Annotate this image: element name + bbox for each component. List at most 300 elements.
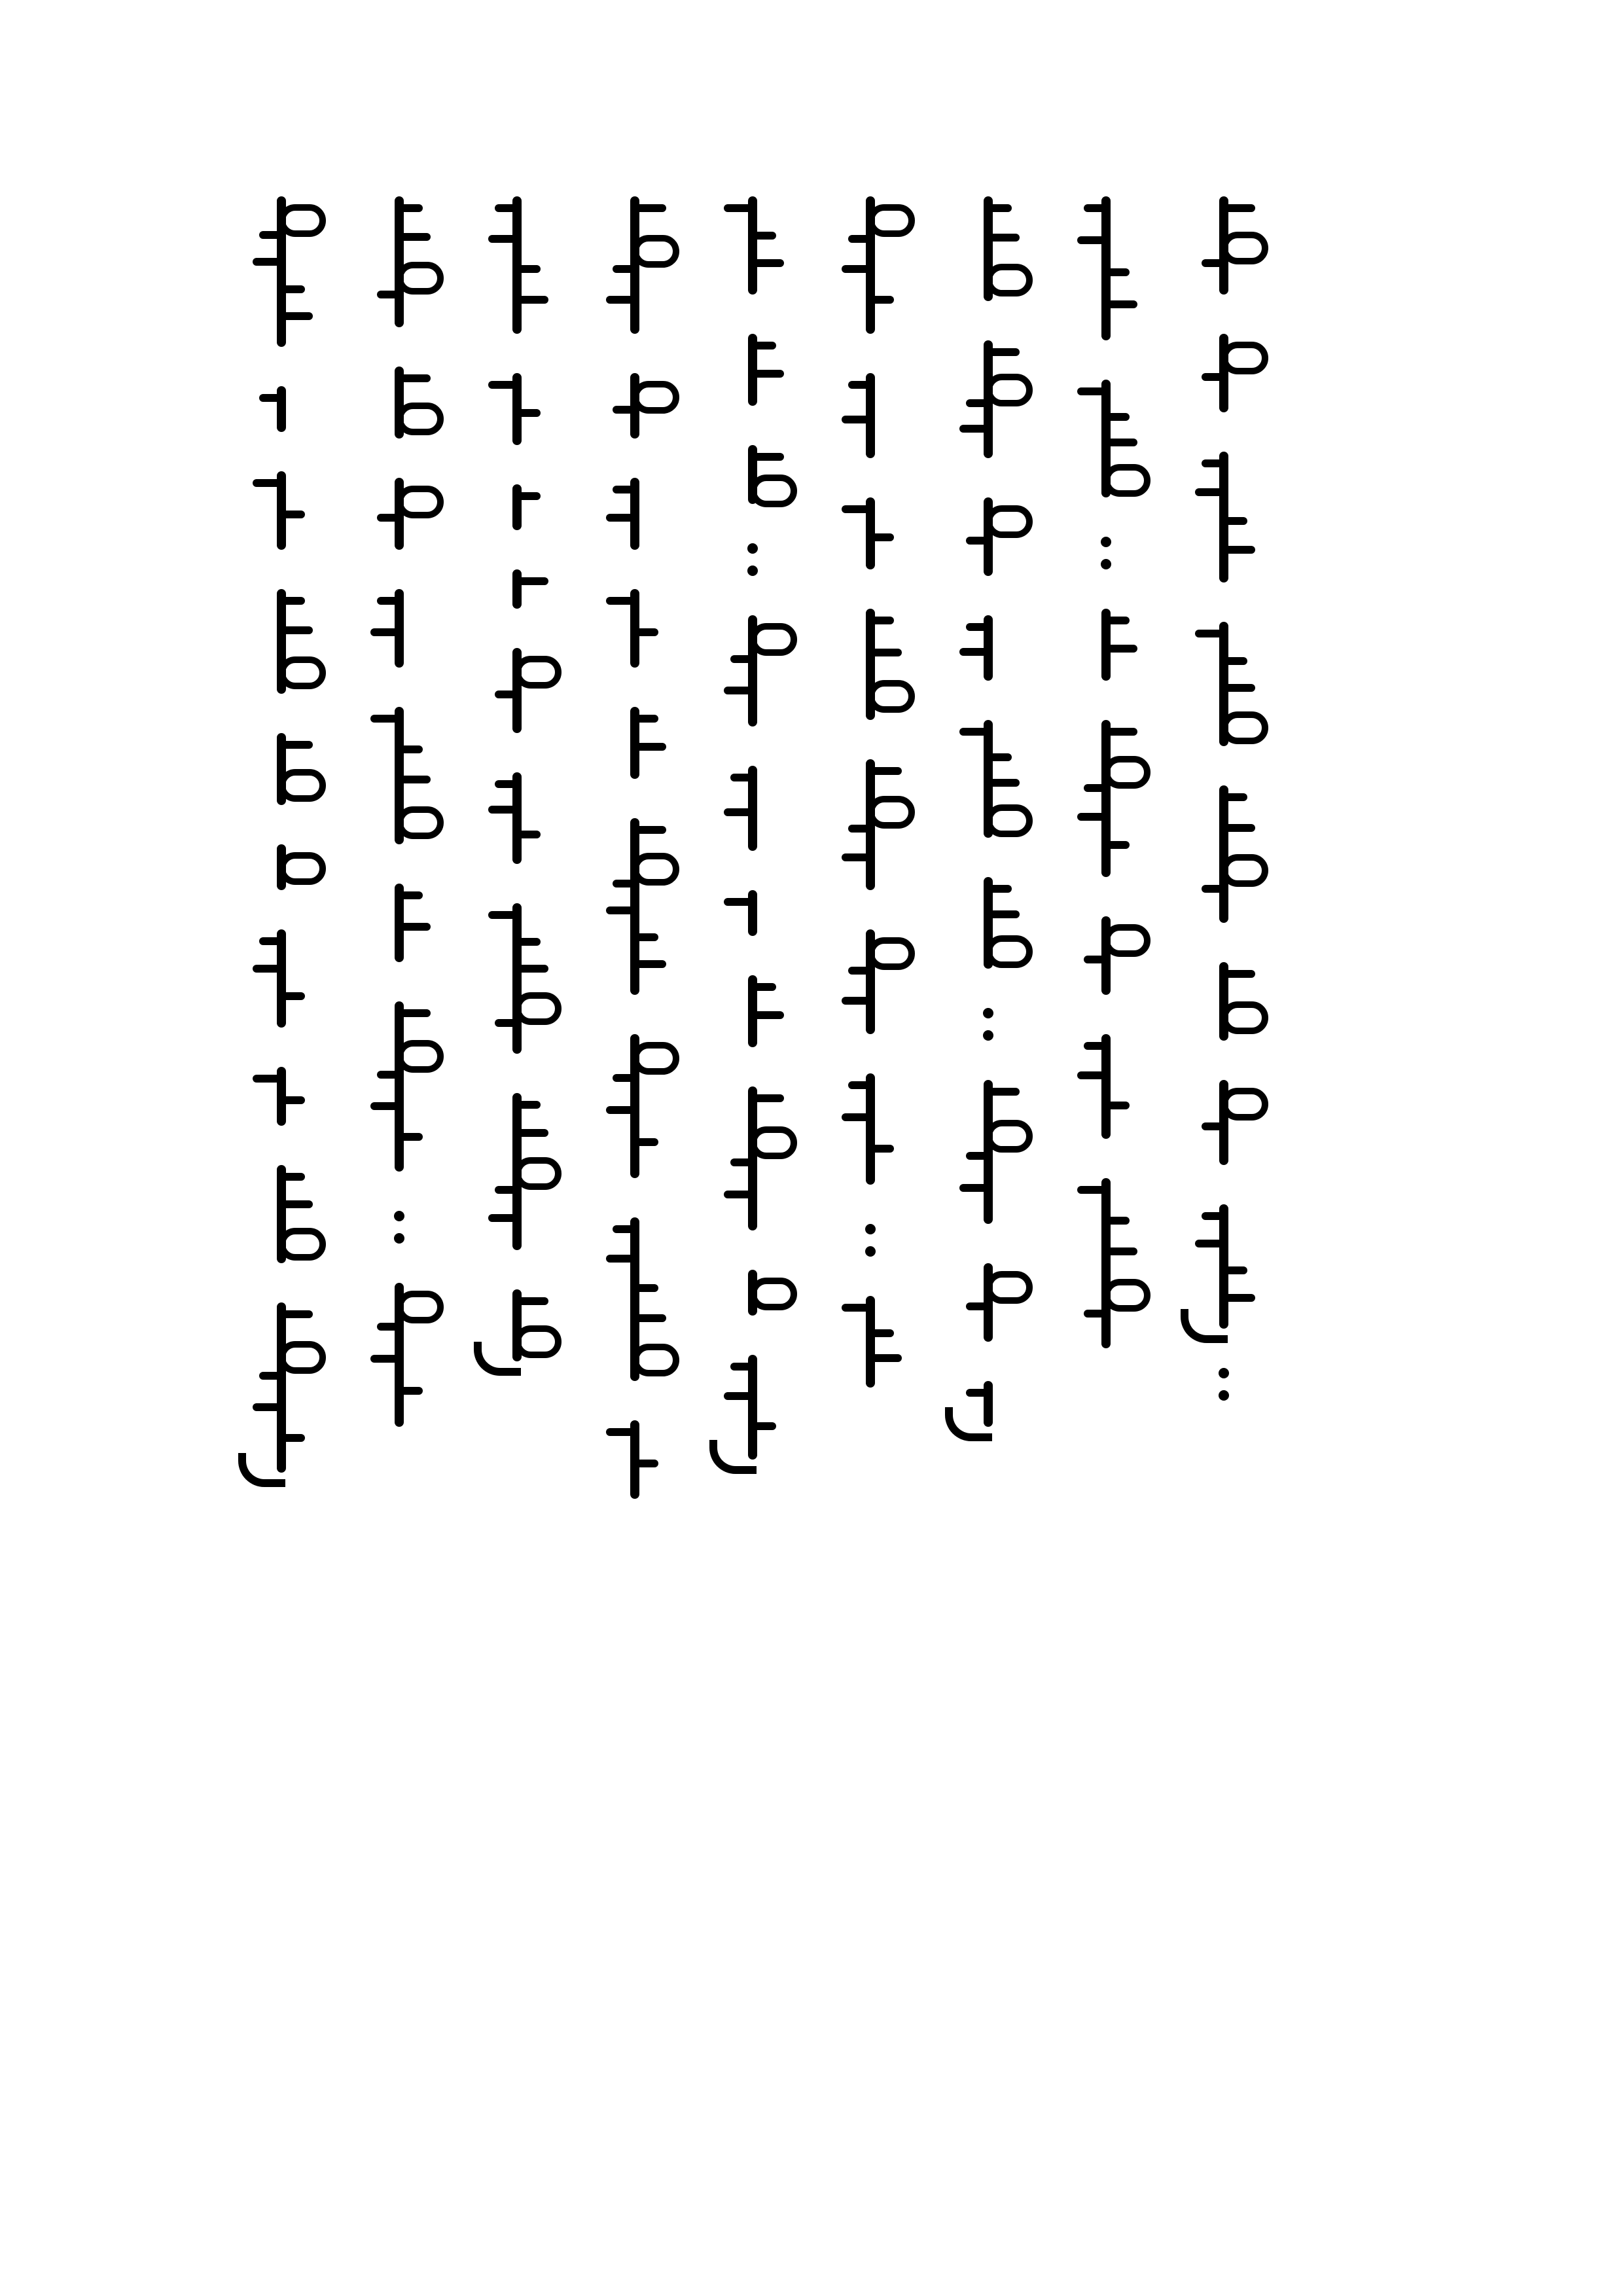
glyph-stroke [966,1389,988,1397]
glyph-stroke [397,262,444,295]
glyph-stroke [613,880,635,888]
glyph-stroke [848,825,870,833]
glyph-stroke [632,381,679,414]
glyph-stroke [966,1302,988,1310]
glyph-stroke [488,911,517,919]
glyph-stroke [1106,728,1137,736]
glyph-stroke [753,983,776,991]
glyph-stroke [238,1453,285,1487]
glyph-stroke [259,231,281,239]
glyph-stroke [988,885,1012,893]
glyph-stroke [1106,300,1137,308]
glyph-stroke [606,906,635,914]
glyph-stroke [842,1304,870,1312]
glyph-stroke [606,1106,635,1114]
script-word [630,589,639,668]
script-word [395,884,404,962]
script-word [395,478,404,550]
glyph-stroke [517,296,548,304]
glyph-stroke [1106,413,1130,421]
glyph-stroke [606,296,635,304]
text-column-2 [363,196,435,1427]
glyph-stroke [986,264,1033,296]
glyph-stroke [1077,236,1106,244]
glyph-stroke [750,475,797,507]
glyph-stroke [370,1355,399,1363]
glyph-stroke [635,960,666,968]
glyph-stroke [517,1129,548,1137]
glyph-stroke [966,623,988,631]
script-word [630,707,639,779]
glyph-stroke [966,399,988,407]
script-word [866,759,875,890]
glyph-stroke [842,997,870,1005]
glyph-stroke [613,486,635,493]
glyph-stroke [613,1074,635,1082]
glyph-stroke [495,691,517,698]
script-word [1219,334,1228,412]
glyph-stroke [281,992,305,1000]
script-word [1219,1080,1228,1165]
glyph-stroke [517,1297,548,1305]
script-word [866,609,875,720]
script-word [277,1302,286,1473]
glyph-stroke [514,992,562,1025]
glyph-stroke [1084,1042,1106,1050]
script-word [395,589,404,668]
glyph-stroke [517,938,541,946]
glyph-stroke [253,1403,281,1411]
glyph-stroke [370,1102,399,1110]
glyph-stroke [988,234,1020,242]
glyph-stroke [259,394,281,402]
glyph-stroke [753,232,776,240]
glyph-stroke [517,577,548,585]
glyph-stroke [959,728,988,736]
glyph-stroke [750,1126,797,1159]
glyph-stroke [635,1284,658,1292]
glyph-stroke [517,409,541,417]
script-word [984,196,993,301]
glyph-stroke [488,1214,517,1222]
script-word [984,877,993,969]
glyph-stroke [370,628,399,636]
glyph-stroke [988,910,1020,918]
glyph-stroke [377,291,399,298]
script-word [866,1296,875,1388]
glyph-stroke [281,285,305,293]
glyph-stroke [1106,1247,1137,1255]
glyph-stroke [399,233,431,241]
punctuation-mark [983,1008,993,1041]
glyph-stroke [730,1363,753,1371]
glyph-stroke [988,779,1020,787]
glyph-stroke [281,1096,305,1104]
script-word [866,497,875,569]
glyph-stroke [399,745,423,753]
glyph-stroke [1084,956,1106,963]
script-word [1219,1204,1228,1329]
glyph-stroke [253,1075,281,1083]
glyph-stroke [281,1173,305,1181]
script-word [748,334,757,406]
glyph-stroke [753,1011,784,1019]
glyph-stroke [1195,630,1224,637]
glyph-stroke [488,235,517,243]
script-word [512,648,522,733]
glyph-stroke [753,370,784,378]
script-word [512,569,522,609]
script-word [277,733,286,805]
script-word [984,497,993,576]
glyph-stroke [281,1310,313,1318]
glyph-stroke [606,597,635,605]
glyph-stroke [1202,1122,1224,1130]
script-word [630,818,639,995]
script-word [277,1067,286,1126]
glyph-stroke [514,656,562,689]
glyph-stroke [1224,517,1247,525]
glyph-stroke [1195,1240,1224,1247]
glyph-stroke [517,265,541,273]
script-word [1101,1034,1111,1139]
glyph-stroke [1202,373,1224,381]
text-column-8 [1070,196,1142,1348]
glyph-stroke [1224,546,1255,554]
glyph-stroke [488,381,517,389]
glyph-stroke [724,687,753,694]
glyph-stroke [966,537,988,545]
glyph-stroke [870,617,894,624]
punctuation-mark [865,1224,876,1257]
script-word [748,975,757,1047]
script-word [630,196,639,334]
text-column-6 [834,196,906,1388]
script-word [512,484,522,530]
glyph-stroke [842,416,870,423]
glyph-stroke [1221,711,1268,744]
script-word [984,1381,993,1427]
glyph-stroke [635,1314,666,1322]
script-word [748,766,757,851]
glyph-stroke [281,1434,305,1442]
script-word [277,844,286,890]
script-word [512,1289,522,1361]
glyph-stroke [1077,813,1106,821]
punctuation-mark [1101,537,1111,569]
text-column-4 [599,196,671,1499]
punctuation-mark [1219,1368,1229,1401]
script-word [748,445,757,504]
glyph-stroke [870,767,902,775]
glyph-stroke [870,296,894,304]
glyph-stroke [281,511,305,518]
glyph-stroke [959,648,988,656]
glyph-stroke [517,965,548,973]
glyph-stroke [399,204,423,212]
glyph-stroke [988,753,1012,761]
glyph-stroke [1084,784,1106,792]
glyph-stroke [495,1186,517,1194]
glyph-stroke [613,406,635,414]
script-word [277,196,286,347]
script-word [630,478,639,550]
glyph-stroke [1103,1279,1150,1312]
script-word [866,373,875,458]
text-column-9 [1188,196,1260,1401]
glyph-stroke [253,258,281,266]
glyph-stroke [632,1042,679,1075]
glyph-stroke [1084,1310,1106,1318]
glyph-stroke [966,1152,988,1160]
glyph-stroke [1106,1217,1130,1225]
glyph-stroke [377,1071,399,1079]
glyph-stroke [753,342,776,350]
script-word [395,1001,404,1172]
glyph-stroke [848,967,870,975]
glyph-stroke [517,1101,541,1109]
glyph-stroke [632,1344,679,1376]
text-column-3 [481,196,553,1361]
glyph-stroke [1202,459,1224,467]
script-word [395,1283,404,1427]
script-word [512,196,522,334]
script-word [1101,916,1111,995]
glyph-stroke [730,774,753,781]
glyph-stroke [753,453,784,461]
glyph-stroke [399,1133,423,1141]
script-word [866,929,875,1034]
glyph-stroke [988,204,1012,212]
script-word [1219,196,1228,295]
script-word [748,615,757,726]
script-word [277,589,286,694]
glyph-stroke [377,514,399,522]
glyph-stroke [399,776,431,783]
script-word [866,1073,875,1185]
glyph-stroke [635,715,658,723]
glyph-stroke [259,1372,281,1380]
glyph-stroke [842,853,870,861]
script-word [630,373,639,439]
glyph-stroke [1202,1212,1224,1220]
script-word [395,707,404,844]
glyph-stroke [397,403,444,435]
glyph-stroke [397,1291,444,1323]
glyph-stroke [1221,232,1268,264]
glyph-stroke [279,656,326,689]
glyph-stroke [1224,684,1255,692]
glyph-stroke [1103,464,1150,497]
text-column-5 [717,196,789,1460]
glyph-stroke [1224,793,1247,801]
glyph-stroke [870,649,902,656]
script-word [512,1093,522,1250]
glyph-stroke [399,1009,431,1017]
glyph-stroke [279,769,326,802]
glyph-stroke [724,898,753,906]
script-word [512,903,522,1054]
text-column-1 [245,196,317,1473]
script-word [748,196,757,295]
glyph-stroke [632,235,679,268]
glyph-stroke [868,796,915,829]
script-word [1101,1178,1111,1348]
glyph-stroke [870,1145,894,1153]
glyph-stroke [397,486,444,518]
glyph-stroke [1221,342,1268,374]
script-word [1219,785,1228,923]
glyph-stroke [1106,841,1130,849]
glyph-stroke [959,425,988,433]
script-word [1101,609,1111,681]
glyph-stroke [399,923,431,931]
glyph-stroke [988,348,1020,356]
glyph-stroke [1106,439,1137,446]
glyph-stroke [730,1158,753,1166]
glyph-stroke [709,1440,757,1474]
glyph-stroke [724,1392,753,1400]
glyph-stroke [842,265,870,273]
glyph-stroke [635,628,658,636]
glyph-stroke [399,891,423,899]
glyph-stroke [1224,1294,1255,1302]
script-word [748,1355,757,1460]
script-word [630,1217,639,1381]
glyph-stroke [945,1407,992,1441]
script-word [1101,380,1111,497]
script-word [748,1086,757,1230]
glyph-stroke [870,1354,902,1362]
glyph-stroke [495,1019,517,1027]
glyph-stroke [848,381,870,389]
script-word [1101,196,1111,340]
glyph-stroke [724,204,753,212]
script-word [984,1080,993,1224]
glyph-stroke [613,265,635,273]
glyph-stroke [1106,617,1130,624]
glyph-stroke [986,505,1033,538]
glyph-stroke [399,1387,423,1395]
glyph-stroke [635,826,666,834]
glyph-stroke [606,514,635,522]
glyph-stroke [635,1460,658,1467]
glyph-stroke [750,623,797,656]
glyph-stroke [753,1422,776,1430]
glyph-stroke [517,831,541,838]
glyph-stroke [848,1081,870,1089]
glyph-stroke [399,374,431,382]
glyph-stroke [606,1255,635,1263]
glyph-stroke [281,597,305,605]
glyph-stroke [514,1325,562,1358]
glyph-stroke [1181,1309,1228,1343]
glyph-stroke [1224,1266,1247,1274]
glyph-stroke [281,312,313,320]
glyph-stroke [514,1157,562,1190]
glyph-stroke [959,1184,988,1192]
glyph-stroke [474,1342,521,1376]
glyph-stroke [279,1341,326,1374]
glyph-stroke [724,1191,753,1198]
glyph-stroke [1202,259,1224,267]
glyph-stroke [1103,924,1150,957]
glyph-stroke [730,655,753,663]
glyph-stroke [1224,204,1255,212]
glyph-stroke [986,804,1033,837]
glyph-stroke [868,680,915,713]
glyph-stroke [281,741,313,749]
glyph-stroke [1106,268,1130,276]
glyph-stroke [632,853,679,886]
glyph-stroke [259,937,281,945]
script-word [277,471,286,550]
glyph-stroke [1106,1102,1130,1109]
glyph-stroke [870,1329,894,1337]
glyph-stroke [253,479,281,487]
glyph-stroke [377,1323,399,1331]
script-word [277,1165,286,1263]
glyph-stroke [986,1271,1033,1304]
punctuation-mark [394,1211,404,1244]
glyph-stroke [1224,657,1247,665]
script-word [748,890,757,936]
glyph-stroke [397,1040,444,1073]
glyph-stroke [279,204,326,237]
glyph-stroke [753,259,784,267]
glyph-stroke [635,204,666,212]
glyph-stroke [1224,970,1255,978]
script-word [1101,720,1111,877]
glyph-stroke [750,1278,797,1310]
glyph-stroke [1202,885,1224,893]
glyph-stroke [868,204,915,237]
glyph-stroke [988,1088,1020,1096]
glyph-stroke [635,933,658,941]
script-word [984,615,993,681]
glyph-stroke [1106,645,1137,653]
glyph-stroke [488,806,517,814]
glyph-stroke [1195,488,1224,496]
glyph-stroke [1077,387,1106,395]
glyph-stroke [1221,1088,1268,1121]
glyph-stroke [253,965,281,973]
script-word [630,1034,639,1178]
glyph-stroke [842,505,870,513]
glyph-stroke [370,715,399,723]
text-column-7 [952,196,1024,1427]
glyph-stroke [635,1138,658,1146]
script-word [748,1270,757,1316]
glyph-stroke [495,204,517,212]
glyph-stroke [870,533,894,541]
glyph-stroke [279,852,326,885]
script-word [277,929,286,1028]
script-word [630,1420,639,1499]
script-word [1219,962,1228,1041]
glyph-stroke [1077,1186,1106,1194]
glyph-stroke [281,1200,313,1208]
glyph-stroke [1084,204,1106,212]
glyph-stroke [753,1094,784,1102]
glyph-stroke [635,743,666,751]
punctuation-mark [747,543,758,576]
glyph-stroke [1221,1001,1268,1034]
glyph-stroke [842,1113,870,1121]
glyph-stroke [986,935,1033,968]
glyph-stroke [517,492,541,500]
glyph-stroke [495,780,517,788]
